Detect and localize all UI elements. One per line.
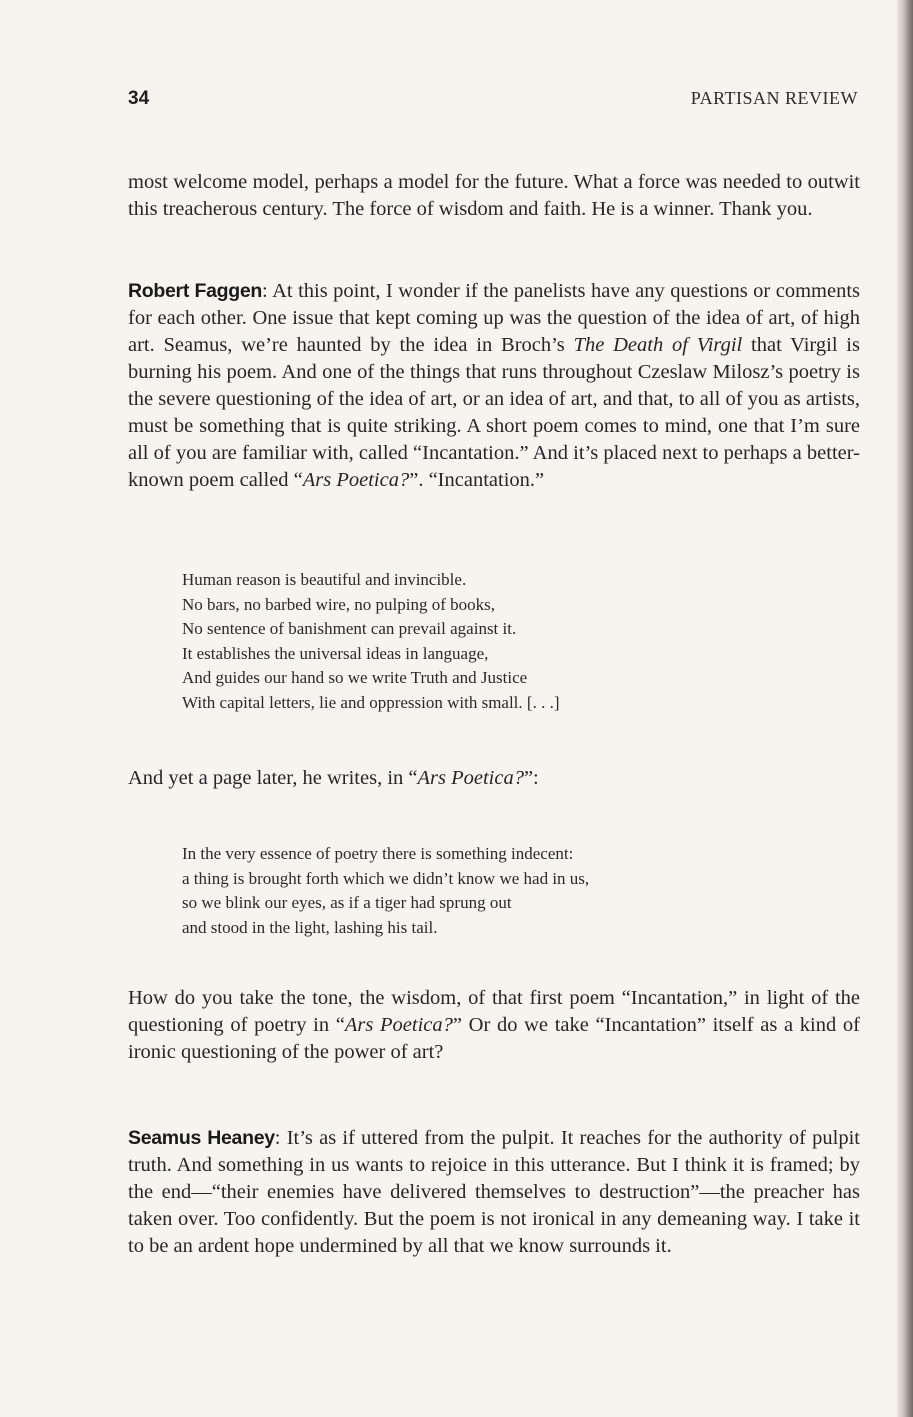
- page-edge-shadow: [897, 0, 913, 1417]
- poem-quote-ars-poetica: [182, 842, 782, 940]
- paragraph-faggen-question: [128, 278, 860, 494]
- paragraph-text: ”. “Incantation.”: [409, 469, 545, 491]
- poem-line: No bars, no barbed wire, no pulping of books,: [182, 594, 496, 614]
- poem-line: Human reason is beautiful and invincible.: [182, 570, 467, 589]
- speaker-name: Robert Faggen: [128, 280, 263, 302]
- running-head: PARTISAN REVIEW: [690, 88, 858, 108]
- poem-line: And guides our hand so we write Truth and Justice: [182, 668, 528, 687]
- poem-line: and stood in the light, lashing his tail.: [182, 917, 438, 937]
- book-title: The Death of Virgil: [573, 334, 743, 356]
- paragraph-text: And yet a page later, he writes, in “: [128, 767, 418, 789]
- paragraph-heaney-answer: [128, 1125, 860, 1260]
- page-number: 34: [128, 88, 150, 109]
- poem-line: With capital letters, lie and oppression with small. [. . .]: [182, 692, 560, 712]
- paragraph-text: How do you take the tone, the wisdom, of that first poem “Incantation,” in light of the questioning of poetry in “: [128, 987, 860, 1036]
- poem-line: so we blink our eyes, as if a tiger had sprung out: [182, 893, 512, 912]
- poem-line: It establishes the universal ideas in language,: [182, 643, 489, 663]
- poem-line: In the very essence of poetry there is something indecent:: [182, 844, 574, 863]
- paragraph-text: most welcome model, perhaps a model for the future. What a force was needed to outwit this treacherous century. The force of wisdom and faith. He is a winner. Thank you.: [128, 171, 860, 220]
- poem-title: Ars Poetica?: [417, 767, 524, 789]
- poem-title: Ars Poetica?: [344, 1014, 453, 1036]
- paragraph-continuation: [128, 169, 860, 223]
- paragraph-text: : At this point, I wonder if the panelists have any questions or comments for each other. One issue that kept coming up was the question of the idea of art, of high art. Seamus, we’re haunted by the idea in Broch’s: [128, 280, 860, 356]
- paragraph-question: [128, 985, 860, 1066]
- paragraph-text: ” Or do we take “Incantation” itself as a kind of ironic questioning of the power of art?: [128, 1014, 860, 1063]
- page-header: [128, 88, 858, 114]
- speaker-name: Seamus Heaney: [128, 1127, 275, 1149]
- poem-line: No sentence of banishment can prevail against it.: [182, 619, 517, 638]
- poem-line: a thing is brought forth which we didn’t know we had in us,: [182, 868, 590, 888]
- poem-title: Ars Poetica?: [302, 469, 410, 491]
- paragraph-text: ”:: [523, 767, 539, 789]
- paragraph-transition: [128, 765, 860, 792]
- paragraph-text: that Virgil is burning his poem. And one of the things that runs throughout Czeslaw Milosz’s poetry is the severe questioning of the idea of art, or an idea of art, and that, to all of you as artists, must be something that is quite striking. A short poem comes to mind, one that I’m sure all of you are familiar with, called “Incantation.” And it’s placed next to perhaps a better-known poem called “: [128, 334, 860, 491]
- poem-quote-incantation: [182, 568, 782, 715]
- paragraph-text: : It’s as if uttered from the pulpit. It reaches for the authority of pulpit truth. And something in us wants to rejoice in this utterance. But I think it is framed; by the end—“their enemies have delivered themselves to destruction”—the preacher has taken over. Too confidently. But the poem is not ironical in any demeaning way. I take it to be an ardent hope undermined by all that we know surrounds it.: [128, 1127, 860, 1257]
